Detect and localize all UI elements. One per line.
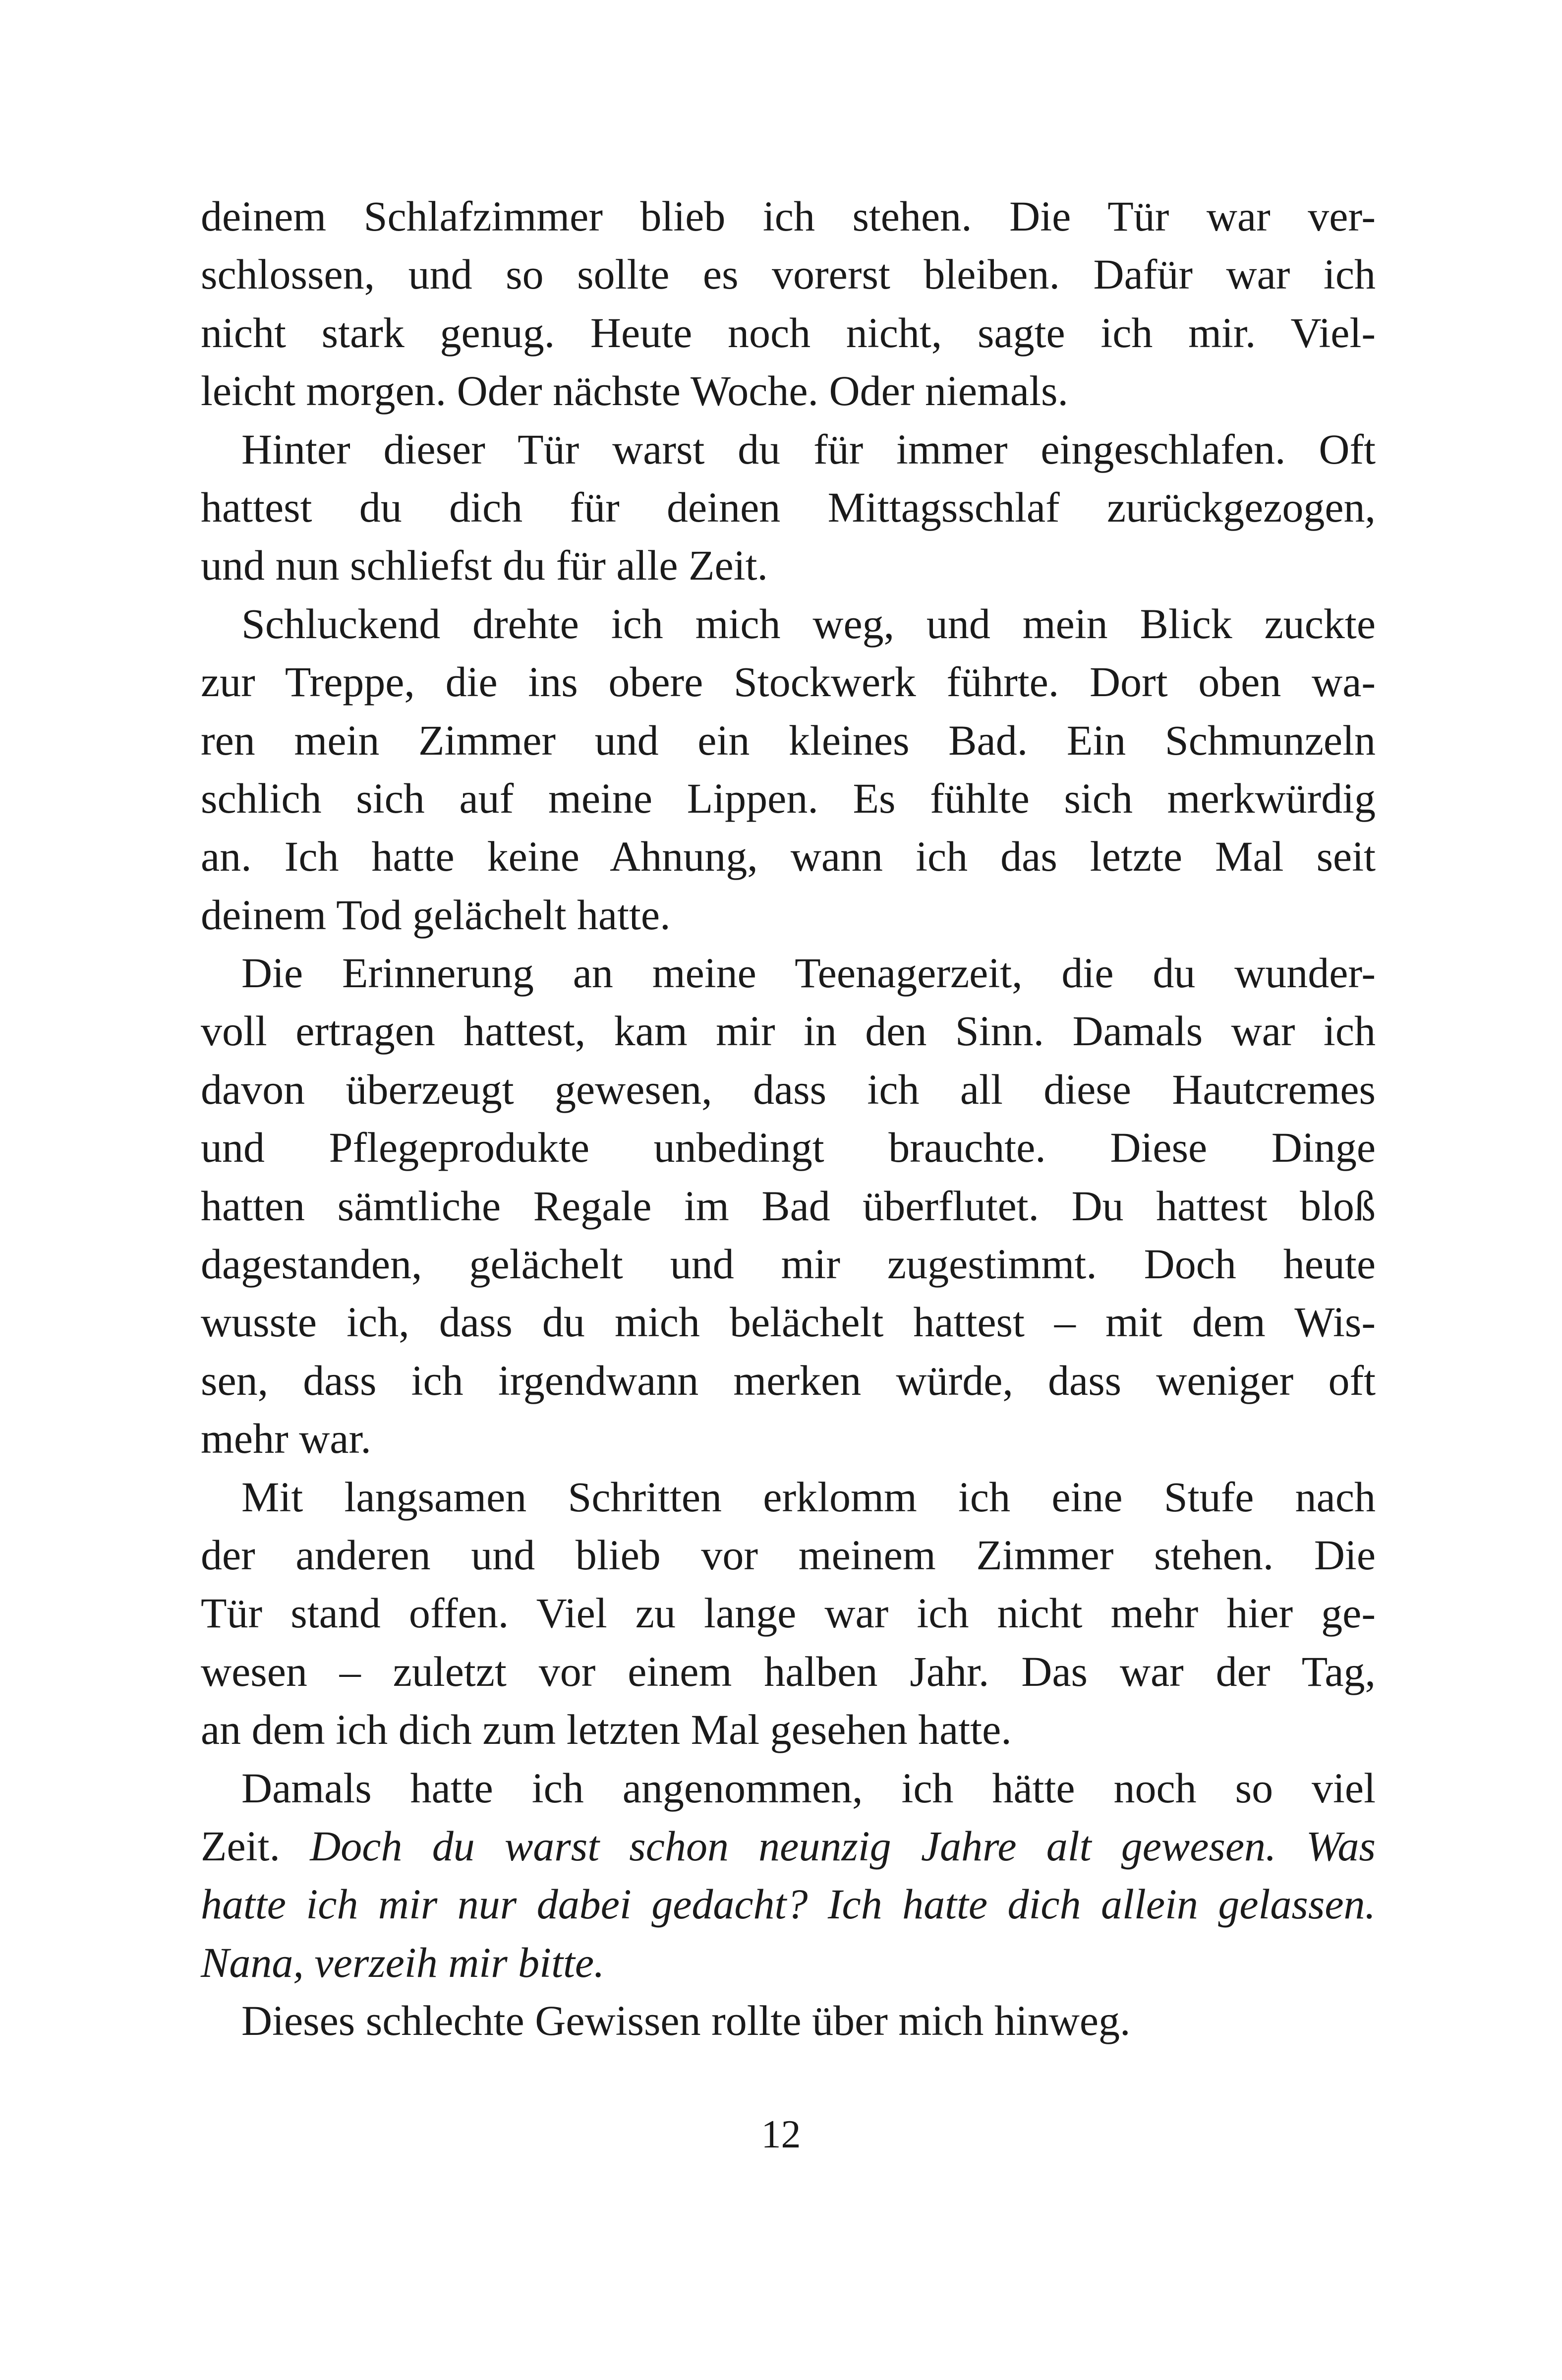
text-line: Die Erinnerung an meine Teenagerzeit, die du wunder- — [241, 949, 1376, 997]
text-line: schlich sich auf meine Lippen. Es fühlte sich merkwürdig — [201, 774, 1376, 822]
paragraph — [201, 944, 1376, 1468]
text-line: mehr war. — [201, 1415, 371, 1463]
text-line: wesen – zuletzt vor einem halben Jahr. Das war der Tag, — [201, 1647, 1376, 1695]
text-line: dagestanden, gelächelt und mir zugestimmt. Doch heute — [201, 1240, 1376, 1288]
page-number: 12 — [761, 2113, 801, 2156]
italic-text-run: Doch du warst schon neunzig Jahre alt gewesen. Was — [310, 1822, 1376, 1870]
text-line: hatten sämtliche Regale im Bad überflutet. Du hattest bloß — [201, 1182, 1376, 1230]
text-line: wusste ich, dass du mich belächelt hattest – mit dem Wis- — [201, 1298, 1376, 1346]
text-line: ren mein Zimmer und ein kleines Bad. Ein Schmunzeln — [201, 716, 1376, 764]
text-line: Tür stand offen. Viel zu lange war ich nicht mehr hier ge- — [201, 1589, 1376, 1637]
text-line: und Pflegeprodukte unbedingt brauchte. Diese Dinge — [201, 1124, 1376, 1172]
text-line: Damals hatte ich angenommen, ich hätte noch so viel — [241, 1764, 1376, 1812]
text-line: Mit langsamen Schritten erklomm ich eine Stufe nach — [241, 1473, 1376, 1521]
text-line: zur Treppe, die ins obere Stockwerk führte. Dort oben wa- — [201, 658, 1376, 706]
text-line: Schluckend drehte ich mich weg, und mein Blick zuckte — [241, 599, 1376, 648]
text-line — [201, 1817, 1376, 1875]
text-line: Hinter dieser Tür warst du für immer eingeschlafen. Oft — [241, 425, 1376, 473]
text-line: deinem Schlafzimmer blieb ich stehen. Die Tür war ver- — [201, 192, 1376, 240]
text-line: und nun schliefst du für alle Zeit. — [201, 541, 768, 590]
text-line: davon überzeugt gewesen, dass ich all diese Hautcremes — [201, 1065, 1376, 1113]
text-line: nicht stark genug. Heute noch nicht, sagte ich mir. Viel- — [201, 308, 1376, 357]
paragraph — [201, 595, 1376, 944]
text-line: hattest du dich für deinen Mittagsschlaf zurückgezogen, — [201, 483, 1376, 531]
text-run: Zeit. — [201, 1822, 310, 1870]
italic-text-line: hatte ich mir nur dabei gedacht? Ich hatte dich allein gelassen. — [201, 1880, 1376, 1928]
italic-text-line: Nana, verzeih mir bitte. — [201, 1938, 605, 1986]
text-line: an dem ich dich zum letzten Mal gesehen hatte. — [201, 1706, 1012, 1754]
paragraph — [201, 1992, 1376, 2050]
paragraph — [201, 187, 1376, 420]
text-line: der anderen und blieb vor meinem Zimmer stehen. Die — [201, 1531, 1376, 1579]
paragraph — [201, 1759, 1376, 1992]
text-line: an. Ich hatte keine Ahnung, wann ich das letzte Mal seit — [201, 833, 1376, 881]
text-line: leicht morgen. Oder nächste Woche. Oder niemals. — [201, 367, 1068, 415]
text-line: voll ertragen hattest, kam mir in den Sinn. Damals war ich — [201, 1007, 1376, 1055]
text-line: Dieses schlechte Gewissen rollte über mich hinweg. — [241, 1997, 1131, 2045]
text-line: deinem Tod gelächelt hatte. — [201, 891, 671, 939]
text-line: schlossen, und so sollte es vorerst bleiben. Dafür war ich — [201, 250, 1376, 298]
paragraph — [201, 420, 1376, 595]
body-text — [201, 187, 1376, 2050]
paragraph — [201, 1468, 1376, 1759]
text-line: sen, dass ich irgendwann merken würde, dass weniger oft — [201, 1356, 1376, 1404]
